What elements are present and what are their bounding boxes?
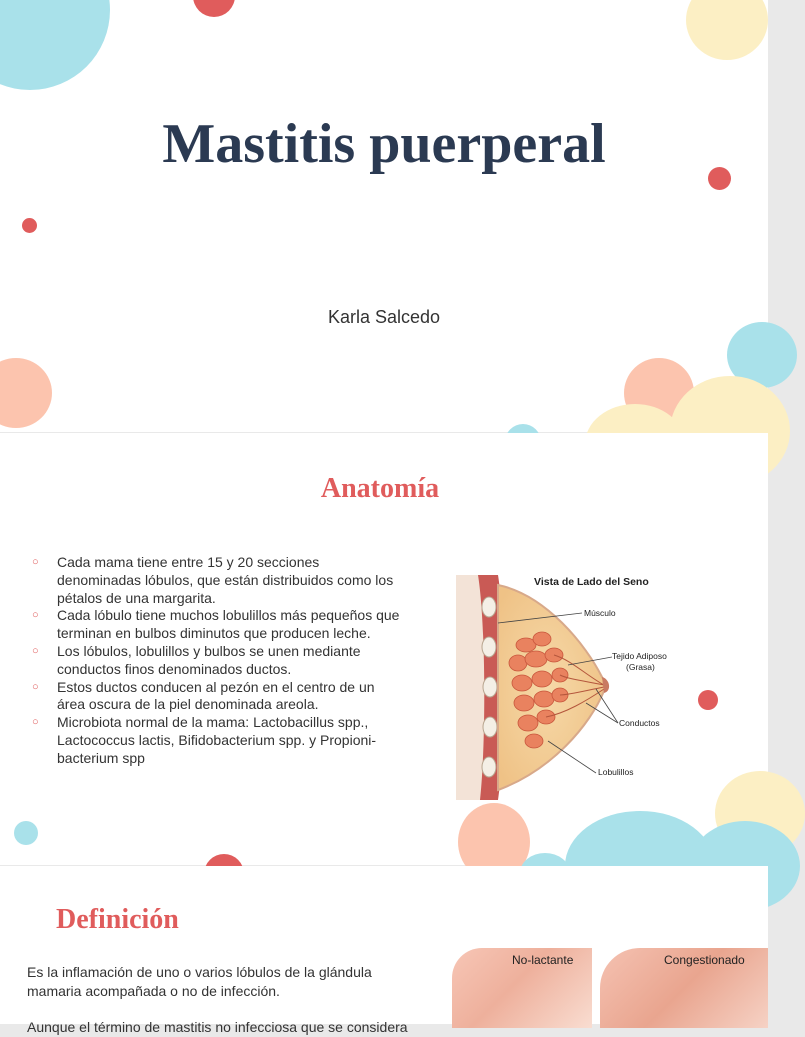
title-slide bbox=[0, 0, 768, 432]
list-item: ○ Estos ductos conducen al pezón en el centro de un área oscura de la piel denominada areola. bbox=[32, 678, 375, 713]
anatomy-bullet-list bbox=[30, 554, 400, 768]
definition-paragraph: Es la inflamación de uno o varios lóbulos de la glándula mamaria acompañada o no de infección. bbox=[27, 964, 372, 999]
bullet-marker-icon: ○ bbox=[32, 680, 39, 693]
definition-slide bbox=[0, 866, 768, 1035]
list-item: ○ Microbiota normal de la mama: Lactobacillus spp., Lactococcus lactis, Bifidobacterium spp. y Propioni-bacterium spp bbox=[32, 714, 377, 766]
bullet-marker-icon: ○ bbox=[32, 556, 39, 568]
decor-circle bbox=[686, 0, 768, 60]
anatomy-slide bbox=[0, 433, 768, 865]
bullet-marker-icon: ○ bbox=[32, 644, 39, 657]
section-title-definicion: Definición bbox=[56, 904, 179, 935]
decor-dot bbox=[14, 821, 38, 845]
decor-dot bbox=[193, 0, 235, 17]
definition-paragraph-continued: Aunque el término de mastitis no infecciosa que se considera bbox=[27, 1019, 408, 1035]
list-item: ○ Cada lóbulo tiene muchos lobulillos más pequeños que terminan en bulbos diminutos que producen leche. bbox=[32, 607, 400, 642]
bullet-marker-icon: ○ bbox=[32, 609, 39, 622]
label-grasa: (Grasa) bbox=[626, 662, 655, 672]
figure-title: Vista de Lado del Seno bbox=[534, 576, 649, 588]
list-item: ○ Los lóbulos, lobulillos y bulbos se unen mediante conductos finos denominados ductos. bbox=[32, 642, 361, 677]
decor-circle bbox=[0, 0, 110, 90]
decor-dot bbox=[698, 690, 718, 710]
photo-label-congestionado: Congestionado bbox=[664, 953, 745, 967]
bullet-marker-icon: ○ bbox=[32, 716, 39, 729]
label-conductos: Conductos bbox=[619, 718, 660, 728]
decor-dot bbox=[22, 218, 37, 233]
photo-label-no-lactante: No-lactante bbox=[512, 953, 574, 967]
decor-circle bbox=[0, 358, 52, 428]
list-item: ○ Cada mama tiene entre 15 y 20 secciones denominadas lóbulos, que están distribuidos como los pétalos de una margarita. bbox=[32, 554, 394, 606]
section-title-anatomia: Anatomía bbox=[320, 473, 440, 504]
label-tejido-adiposo: Tejido Adiposo bbox=[612, 651, 667, 661]
label-lobulillos: Lobulillos bbox=[598, 767, 634, 777]
breast-anatomy-illustration bbox=[456, 565, 667, 805]
author-name: Karla Salcedo bbox=[327, 307, 441, 327]
label-musculo: Músculo bbox=[584, 608, 616, 618]
presentation-title: Mastitis puerperal bbox=[162, 113, 606, 175]
